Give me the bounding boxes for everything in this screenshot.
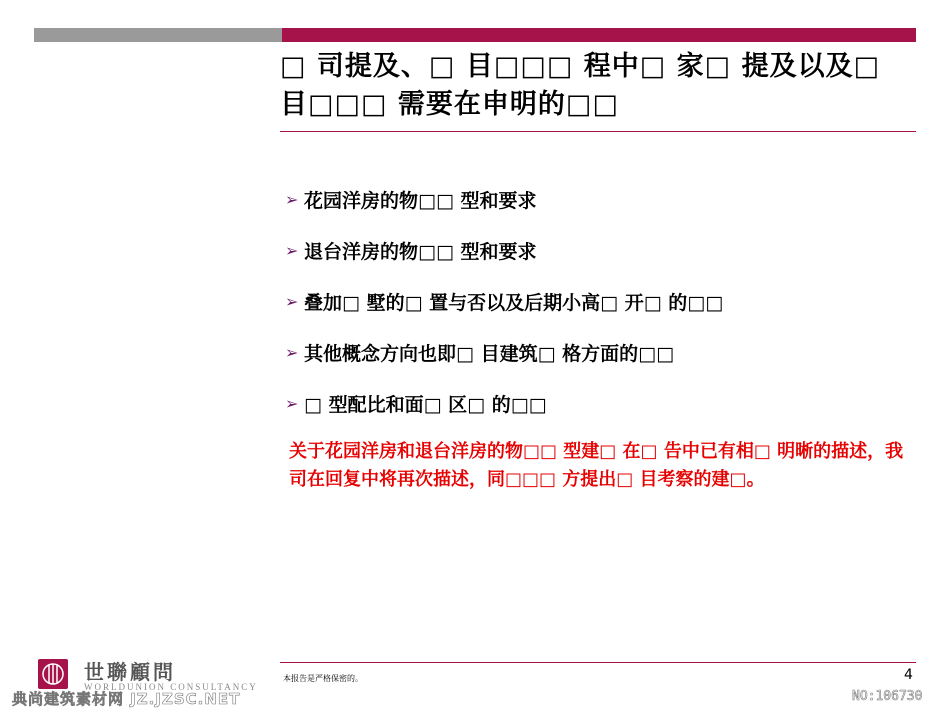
bullet-text: 退台洋房的物□□ 型和要求	[304, 241, 537, 263]
watermark-site: 典尚建筑素材网 JZ.JZSC.NET	[12, 690, 241, 708]
bullet-text: 叠加□ 墅的□ 置与否以及后期小高□ 开□ 的□□	[304, 292, 724, 314]
highlight-note: 关于花园洋房和退台洋房的物□□ 型建□ 在□ 告中已有相□ 明晰的描述，我司在回复中将再次描述，同□□□ 方提出□ 目考察的建□。	[289, 441, 904, 490]
list-item	[285, 276, 723, 327]
watermark-id: NO:106730	[852, 689, 923, 704]
bullet-text: 其他概念方向也即□ 目建筑□ 格方面的□□	[304, 343, 675, 365]
title-divider	[280, 131, 916, 132]
arrow-bullet-icon: ➢	[285, 241, 299, 260]
arrow-bullet-icon: ➢	[285, 394, 299, 413]
bullet-text: □ 型配比和面□ 区□ 的□□	[304, 394, 547, 416]
header-bar-accent	[282, 28, 916, 42]
arrow-bullet-icon: ➢	[285, 190, 299, 209]
arrow-bullet-icon: ➢	[285, 292, 299, 311]
bullet-list	[285, 174, 723, 429]
company-logo-icon	[38, 659, 68, 689]
confidential-note: 本报告是严格保密的。	[283, 674, 363, 683]
list-item	[285, 225, 723, 276]
logo-chinese-name: 世聯顧問	[84, 660, 176, 684]
footer-divider	[280, 662, 916, 663]
list-item	[285, 174, 723, 225]
logo-english-name: WORLDUNION CONSULTANCY	[84, 682, 258, 692]
page-number: 4	[904, 667, 913, 683]
list-item	[285, 327, 723, 378]
bullet-text: 花园洋房的物□□ 型和要求	[304, 190, 537, 212]
list-item	[285, 378, 723, 429]
header-bar-gray	[34, 28, 282, 42]
slide-title: □ 司提及、□ 目□□□ 程中□ 家□ 提及以及□ 目□□□ 需要在申明的□□	[280, 51, 881, 120]
arrow-bullet-icon: ➢	[285, 343, 299, 362]
